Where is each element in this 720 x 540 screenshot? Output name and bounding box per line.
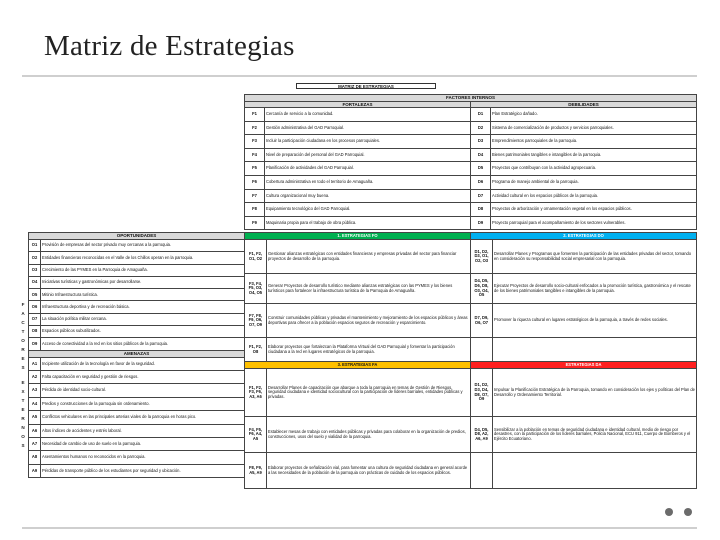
fortaleza-code: F5 xyxy=(245,162,265,176)
fa-strategy-codes: F1, F2, F3, F6, A3, A6 xyxy=(245,369,267,417)
da-strategy-text: Sensibilizar a la población en temas de seguridad ciudadana e identidad cultural, medio de riesgo por desastres, con la participación de los líderes barriales, Policía Nacional, ECU 911, Cuerpo de Bomberos y el Ejército Ecuatoriano. xyxy=(493,417,697,453)
debilidad-text: Plan Estratégico dañado. xyxy=(491,108,697,122)
debilidad-text: Proyectos de arborización y ornamentación vegetal en los espacios públicos. xyxy=(491,203,697,217)
fortaleza-code: F4 xyxy=(245,148,265,162)
oportunidad-row xyxy=(29,301,245,313)
fortaleza-code: F6 xyxy=(245,175,265,189)
oportunidad-text: Mitinio Infraestructura turística. xyxy=(41,289,245,301)
amenaza-row xyxy=(29,397,245,410)
fortaleza-code: F7 xyxy=(245,189,265,203)
top-divider xyxy=(22,75,697,77)
fo-strategy-codes: F1, F2, O8 xyxy=(245,338,267,362)
empty-cell xyxy=(471,338,493,362)
oportunidad-code: O4 xyxy=(29,276,41,288)
fortaleza-row xyxy=(245,162,471,176)
da-strategy-codes: D1, D2, D3, D4, D8, O7, O9 xyxy=(471,369,493,417)
debilidad-code: D2 xyxy=(471,121,491,135)
strategy-row xyxy=(245,274,697,304)
amenaza-code: A2 xyxy=(29,371,41,384)
oportunidad-code: O9 xyxy=(29,338,41,350)
debilidad-row xyxy=(471,108,697,122)
fortaleza-row xyxy=(245,121,471,135)
debilidad-row xyxy=(471,162,697,176)
fo-strategy-codes: F3, F4, F5, O3, O4, O5 xyxy=(245,274,267,304)
fa-strategy-text: Establecer mesas de trabajo con entidades públicas y privadas para colaborar en la organización de predios, construcciones, usos del suelo y vialidad de la parroquia. xyxy=(267,417,471,453)
strategy-row xyxy=(245,453,697,489)
fortaleza-code: F9 xyxy=(245,216,265,230)
oportunidad-code: O5 xyxy=(29,289,41,301)
amenaza-code: A9 xyxy=(29,464,41,477)
debilidad-text: Programa de manejo ambiental de la parroquia. xyxy=(491,175,697,189)
amenaza-text: Conflictos vehiculares en las principales arterias viales de la parroquia en horas pico. xyxy=(41,411,245,424)
fortaleza-text: Incluir la participación ciudadana en los procesos parroquiales. xyxy=(265,135,471,149)
bottom-divider xyxy=(22,527,697,529)
fo-strategy-codes: F7, F8, F9, O6, O7, O9 xyxy=(245,304,267,338)
fortaleza-text: Nivel de preparación del personal del GAD Parroquial. xyxy=(265,148,471,162)
amenaza-text: Pérdidas de transporte público de los estudiantes por seguridad y ubicación. xyxy=(41,464,245,477)
debilidad-code: D4 xyxy=(471,148,491,162)
debilidad-row xyxy=(471,216,697,230)
fortalezas-header: FORTALEZAS xyxy=(245,102,471,108)
debilidad-row xyxy=(471,121,697,135)
slide-nav-dot-left[interactable] xyxy=(665,508,673,516)
oportunidad-row xyxy=(29,276,245,288)
side-label-externos: E X T E R N O S xyxy=(21,380,25,448)
oportunidad-row xyxy=(29,240,245,252)
fo-strategy-text: Generar Proyectos de desarrollo turístico mediante alianzas estratégicas con las PYMES y los bienes turísticos para fortalecer la infraestructura turística de la Parroquia de Amaguaña. xyxy=(267,274,471,304)
oportunidad-code: O2 xyxy=(29,252,41,264)
amenaza-text: Pérdida de identidad socio-cultural. xyxy=(41,384,245,397)
fortaleza-code: F8 xyxy=(245,203,265,217)
fortaleza-text: Planificación de actividades del GAD Parroquial. xyxy=(265,162,471,176)
debilidad-text: Actividad cultural en los espacios públicos de la parroquia. xyxy=(491,189,697,203)
empty-cell xyxy=(471,453,493,489)
fortaleza-text: Equipamiento tecnológico del GAD Parroquial. xyxy=(265,203,471,217)
fortaleza-text: Cobertura administrativa en todo el territorio de Amaguaña. xyxy=(265,175,471,189)
amenaza-code: A5 xyxy=(29,411,41,424)
internal-factors-table xyxy=(244,94,697,108)
fortalezas-table xyxy=(244,107,471,230)
strategy-row xyxy=(245,338,697,362)
fo-strategy-text: Elaborar proyectos que fortalezcan la Plataforma Virtual del GAD Parroquial y fomentar la participación ciudadana a la red en lugares estratégicos de la parroquia. xyxy=(267,338,471,362)
debilidad-code: D3 xyxy=(471,135,491,149)
fortaleza-row xyxy=(245,175,471,189)
debilidad-code: D8 xyxy=(471,203,491,217)
fortaleza-row xyxy=(245,148,471,162)
fa-strategy-codes: F4, F5, F6, A4, A5 xyxy=(245,417,267,453)
oportunidad-code: O3 xyxy=(29,264,41,276)
oportunidad-code: O1 xyxy=(29,240,41,252)
strategy-row xyxy=(245,417,697,453)
fortaleza-code: F3 xyxy=(245,135,265,149)
oportunidad-row xyxy=(29,338,245,350)
debilidades-header: DEBILIDADES xyxy=(471,102,697,108)
amenaza-text: Asentamientos humanos no reconocidos en la parroquia. xyxy=(41,451,245,464)
slide-nav-dot-right[interactable] xyxy=(684,508,692,516)
slide-title: Matriz de Estrategias xyxy=(44,30,295,62)
fortaleza-code: F1 xyxy=(245,108,265,122)
amenaza-text: Necesidad de cambio de uso de suelo en la parroquia. xyxy=(41,438,245,451)
fa-strategy-text: Desarrollar Planes de capacitación que abarque a toda la parroquia en temas de Gestión de Riesgos, seguridad ciudadana e identidad sociocultural con la participación de líderes barriales, entidades públicas y privadas. xyxy=(267,369,471,417)
strategy-row xyxy=(245,304,697,338)
fortaleza-row xyxy=(245,216,471,230)
fortaleza-code: F2 xyxy=(245,121,265,135)
amenaza-row xyxy=(29,371,245,384)
amenaza-text: Incipiente utilización de la tecnología en favor de la seguridad. xyxy=(41,357,245,370)
da-strategy-codes: D4, D5, D8, A2, A6, A9 xyxy=(471,417,493,453)
fo-strategy-codes: F1, F2, O1, O2 xyxy=(245,240,267,274)
amenaza-row xyxy=(29,357,245,370)
empty-cell xyxy=(493,338,697,362)
oportunidad-text: Crecimiento de las PYMES en la Parroquia de Amaguaña. xyxy=(41,264,245,276)
debilidad-code: D6 xyxy=(471,175,491,189)
oportunidad-text: Acceso de conectividad a la red en los sitios públicos de la parroquia. xyxy=(41,338,245,350)
amenaza-code: A8 xyxy=(29,451,41,464)
fortaleza-row xyxy=(245,203,471,217)
debilidad-text: Sistema de comercialización de productos y servicios parroquiales. xyxy=(491,121,697,135)
strategy-row xyxy=(245,240,697,274)
amenaza-code: A7 xyxy=(29,438,41,451)
side-label-factores: F A C T O R E S xyxy=(21,302,25,370)
oportunidad-row xyxy=(29,289,245,301)
amenaza-text: Predios y construcciones de la parroquia sin ordenamiento. xyxy=(41,397,245,410)
debilidad-text: Proyectos que contribuyan con la actividad agropecuaria. xyxy=(491,162,697,176)
debilidad-code: D9 xyxy=(471,216,491,230)
fortaleza-text: Cercanía de servicio a la comunidad. xyxy=(265,108,471,122)
fortaleza-row xyxy=(245,189,471,203)
oportunidad-text: Provisión de empresas del sector privado muy cercanas a la parroquia. xyxy=(41,240,245,252)
oportunidad-text: La situación política militar cercana. xyxy=(41,313,245,325)
debilidad-text: Bienes patrimoniales tangibles e intangibles de la parroquia. xyxy=(491,148,697,162)
oportunidad-code: O7 xyxy=(29,313,41,325)
amenaza-row xyxy=(29,451,245,464)
fo-strategy-text: Construir comunidades públicas y privadas el mantenimiento y mejoramiento de los espacios públicos y áreas deportivas para ofrecer a la población espacios seguros de recreación y esparcimiento. xyxy=(267,304,471,338)
debilidad-row xyxy=(471,148,697,162)
matrix-heading: MATRIZ DE ESTRATEGIAS xyxy=(296,83,436,89)
fortaleza-text: Cultura organizacional muy buena. xyxy=(265,189,471,203)
external-factors-table xyxy=(28,232,245,478)
fa-strategy-text: Elaborar proyectos de señalización vial, para fomentar una cultura de seguridad ciudadana en general acorde a las necesidades de la población de la parroquia con prácticas de cuidado de los espacios públicos. xyxy=(267,453,471,489)
fo-header: 1. ESTRATEGIAS FO xyxy=(245,233,471,240)
oportunidad-row xyxy=(29,313,245,325)
fo-strategy-text: Gestionar alianzas estratégicas con entidades financieras y empresas privadas del sector para financiar proyectos de desarrollo de la parroquia. xyxy=(267,240,471,274)
strategy-quadrants-table xyxy=(244,232,697,489)
oportunidad-text: Espacios públicos subutilizados. xyxy=(41,326,245,338)
debilidades-table xyxy=(470,107,697,230)
fortaleza-text: Gestión administrativa del GAD Parroquial. xyxy=(265,121,471,135)
empty-cell xyxy=(493,453,697,489)
debilidad-text: Emprendimientos parroquiales de la parroquia. xyxy=(491,135,697,149)
oportunidad-code: O6 xyxy=(29,301,41,313)
amenazas-header: AMENAZAS xyxy=(29,350,245,357)
debilidad-row xyxy=(471,175,697,189)
amenaza-row xyxy=(29,384,245,397)
oportunidades-header: OPORTUNIDADES xyxy=(29,233,245,240)
amenaza-text: Altos índices de accidentes y estrés laboral. xyxy=(41,424,245,437)
do-strategy-text: Promover la riqueza cultural en lugares estratégicos de la parroquia, a través de redes sociales. xyxy=(493,304,697,338)
amenaza-row xyxy=(29,424,245,437)
do-strategy-text: Ejecutar Proyectos de desarrollo socio-cultural enfocados a la promoción turística, gastronómica y el rescate de los bienes patrimoniales tangibles e intangibles de la parroquia. xyxy=(493,274,697,304)
do-strategy-codes: D1, D2, D3, O1, O2, O3 xyxy=(471,240,493,274)
amenaza-code: A4 xyxy=(29,397,41,410)
do-strategy-codes: D7, D9, O6, O7 xyxy=(471,304,493,338)
debilidad-code: D5 xyxy=(471,162,491,176)
amenaza-code: A6 xyxy=(29,424,41,437)
factores-internos-header: FACTORES INTERNOS xyxy=(245,95,697,102)
amenaza-code: A3 xyxy=(29,384,41,397)
fortaleza-row xyxy=(245,108,471,122)
amenaza-code: A1 xyxy=(29,357,41,370)
debilidad-row xyxy=(471,189,697,203)
amenaza-row xyxy=(29,438,245,451)
oportunidad-text: Infraestructura deportiva y de recreación básica. xyxy=(41,301,245,313)
fortaleza-row xyxy=(245,135,471,149)
fortaleza-text: Maquinaria propia para el trabajo de obra pública. xyxy=(265,216,471,230)
do-strategy-text: Desarrollar Planes y Programas que fomenten la participación de las entidades privadas del sector, tomando en consideración su responsabilidad social empresarial con la parroquia. xyxy=(493,240,697,274)
amenaza-row xyxy=(29,411,245,424)
debilidad-code: D7 xyxy=(471,189,491,203)
oportunidad-code: O8 xyxy=(29,326,41,338)
oportunidad-row xyxy=(29,326,245,338)
da-header: ESTRATEGIAS DA xyxy=(471,362,697,369)
oportunidad-row xyxy=(29,252,245,264)
fa-strategy-codes: F8, F9, A5, A9 xyxy=(245,453,267,489)
amenaza-text: Falta capacitación en seguridad y gestión de riesgos. xyxy=(41,371,245,384)
do-header: 2. ESTRATEGIAS DO xyxy=(471,233,697,240)
oportunidad-row xyxy=(29,264,245,276)
debilidad-row xyxy=(471,135,697,149)
debilidad-code: D1 xyxy=(471,108,491,122)
debilidad-text: Proyecto parroquial para el acompañamiento de los sectores vulnerables. xyxy=(491,216,697,230)
oportunidad-text: Iniciativas turísticas y gastronómicas por desarrollarse. xyxy=(41,276,245,288)
strategy-row xyxy=(245,369,697,417)
amenaza-row xyxy=(29,464,245,477)
strategy-matrix-document xyxy=(18,82,697,498)
do-strategy-codes: D4, D5, D6, D8, O3, O4, O5 xyxy=(471,274,493,304)
da-strategy-text: Impulsar la Planificación Estratégica de la Parroquia, tomando en consideración los ejes y políticas del Plan de Desarrollo y Ordenamiento Territorial. xyxy=(493,369,697,417)
fa-header: 3. ESTRATEGIAS FA xyxy=(245,362,471,369)
oportunidad-text: Entidades financieras reconocidas en el Valle de los Chillos operan en la parroquia. xyxy=(41,252,245,264)
debilidad-row xyxy=(471,203,697,217)
